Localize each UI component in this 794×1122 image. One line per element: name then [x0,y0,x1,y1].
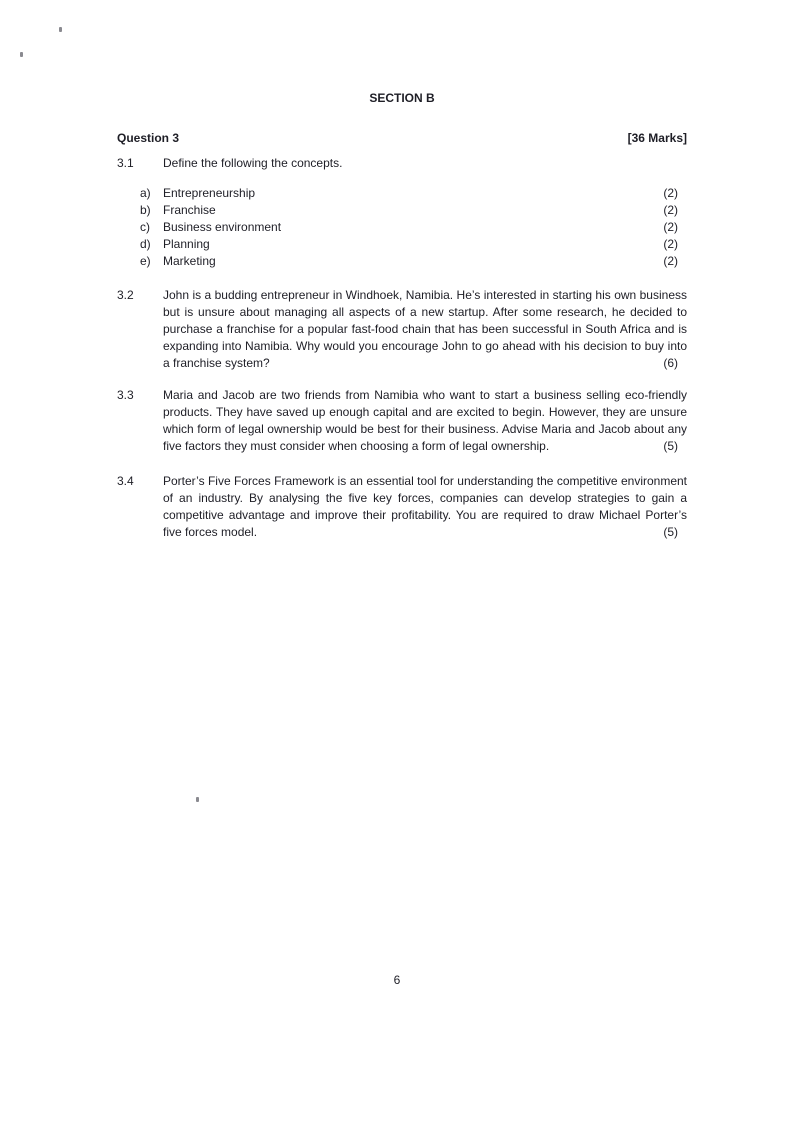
question-total-marks: [36 Marks] [627,131,687,145]
list-item-label: Entrepreneurship [163,186,256,200]
list-item-label: Marketing [163,254,216,268]
question-3-3 [117,387,687,455]
question-text-block [163,473,687,541]
list-item [140,185,687,202]
list-item-marks: (2) [663,203,678,217]
question-number: 3.4 [117,474,134,488]
question-marks: (5) [663,439,678,453]
scan-artifact-speck [196,797,199,802]
question-marks: (6) [663,356,678,370]
question-text: Porter’s Five Forces Framework is an essential tool for understanding the competitive environment of an industry. By analysing the five key forces, companies can develop strategies to gain a competitive advantage and improve their profitability. You are required to draw Michael Porter’s five forces model. [163,474,687,539]
list-item [140,219,687,236]
list-item-marks: (2) [663,237,678,251]
question-header [117,130,687,147]
question-3-4 [117,473,687,541]
list-item-letter: b) [140,203,151,217]
list-item-label: Franchise [163,203,216,217]
scan-artifact-speck [20,52,23,57]
list-item [140,236,687,253]
question-text: Maria and Jacob are two friends from Namibia who want to start a business selling eco-friendly products. They have saved up enough capital and are excited to begin. However, they are unsure which form of legal ownership would be best for their business. Advise Maria and Jacob about any five factors they must consider when choosing a form of legal ownership. [163,388,687,453]
question-number: 3.2 [117,288,134,302]
page-number: 6 [393,973,401,987]
question-text: John is a budding entrepreneur in Windhoek, Namibia. He’s interested in starting his own business but is unsure about managing all aspects of a new startup. After some research, he decided to purchase a franchise for a popular fast-food chain that has been successful in South Africa and is expanding into Namibia. Why would you encourage John to go ahead with his decision to buy into a franchise system? [163,288,687,370]
question-text-block [163,387,687,455]
list-item [140,202,687,219]
question-number: 3.3 [117,388,134,402]
question-title: Question 3 [117,131,180,145]
scan-artifact-speck [59,27,62,32]
definition-list [140,185,687,270]
section-title: SECTION B [369,91,435,105]
question-number: 3.1 [117,156,134,170]
list-item-letter: e) [140,254,151,268]
list-item [140,253,687,270]
list-item-marks: (2) [663,254,678,268]
list-item-label: Business environment [163,220,282,234]
list-item-marks: (2) [663,220,678,234]
list-item-letter: a) [140,186,151,200]
question-3-2 [117,287,687,372]
question-marks: (5) [663,525,678,539]
list-item-letter: d) [140,237,151,251]
page-content [117,90,687,541]
question-3-1 [117,155,687,172]
list-item-letter: c) [140,220,150,234]
list-item-label: Planning [163,237,210,251]
question-text: Define the following the concepts. [163,156,343,170]
question-text-block [163,287,687,372]
list-item-marks: (2) [663,186,678,200]
